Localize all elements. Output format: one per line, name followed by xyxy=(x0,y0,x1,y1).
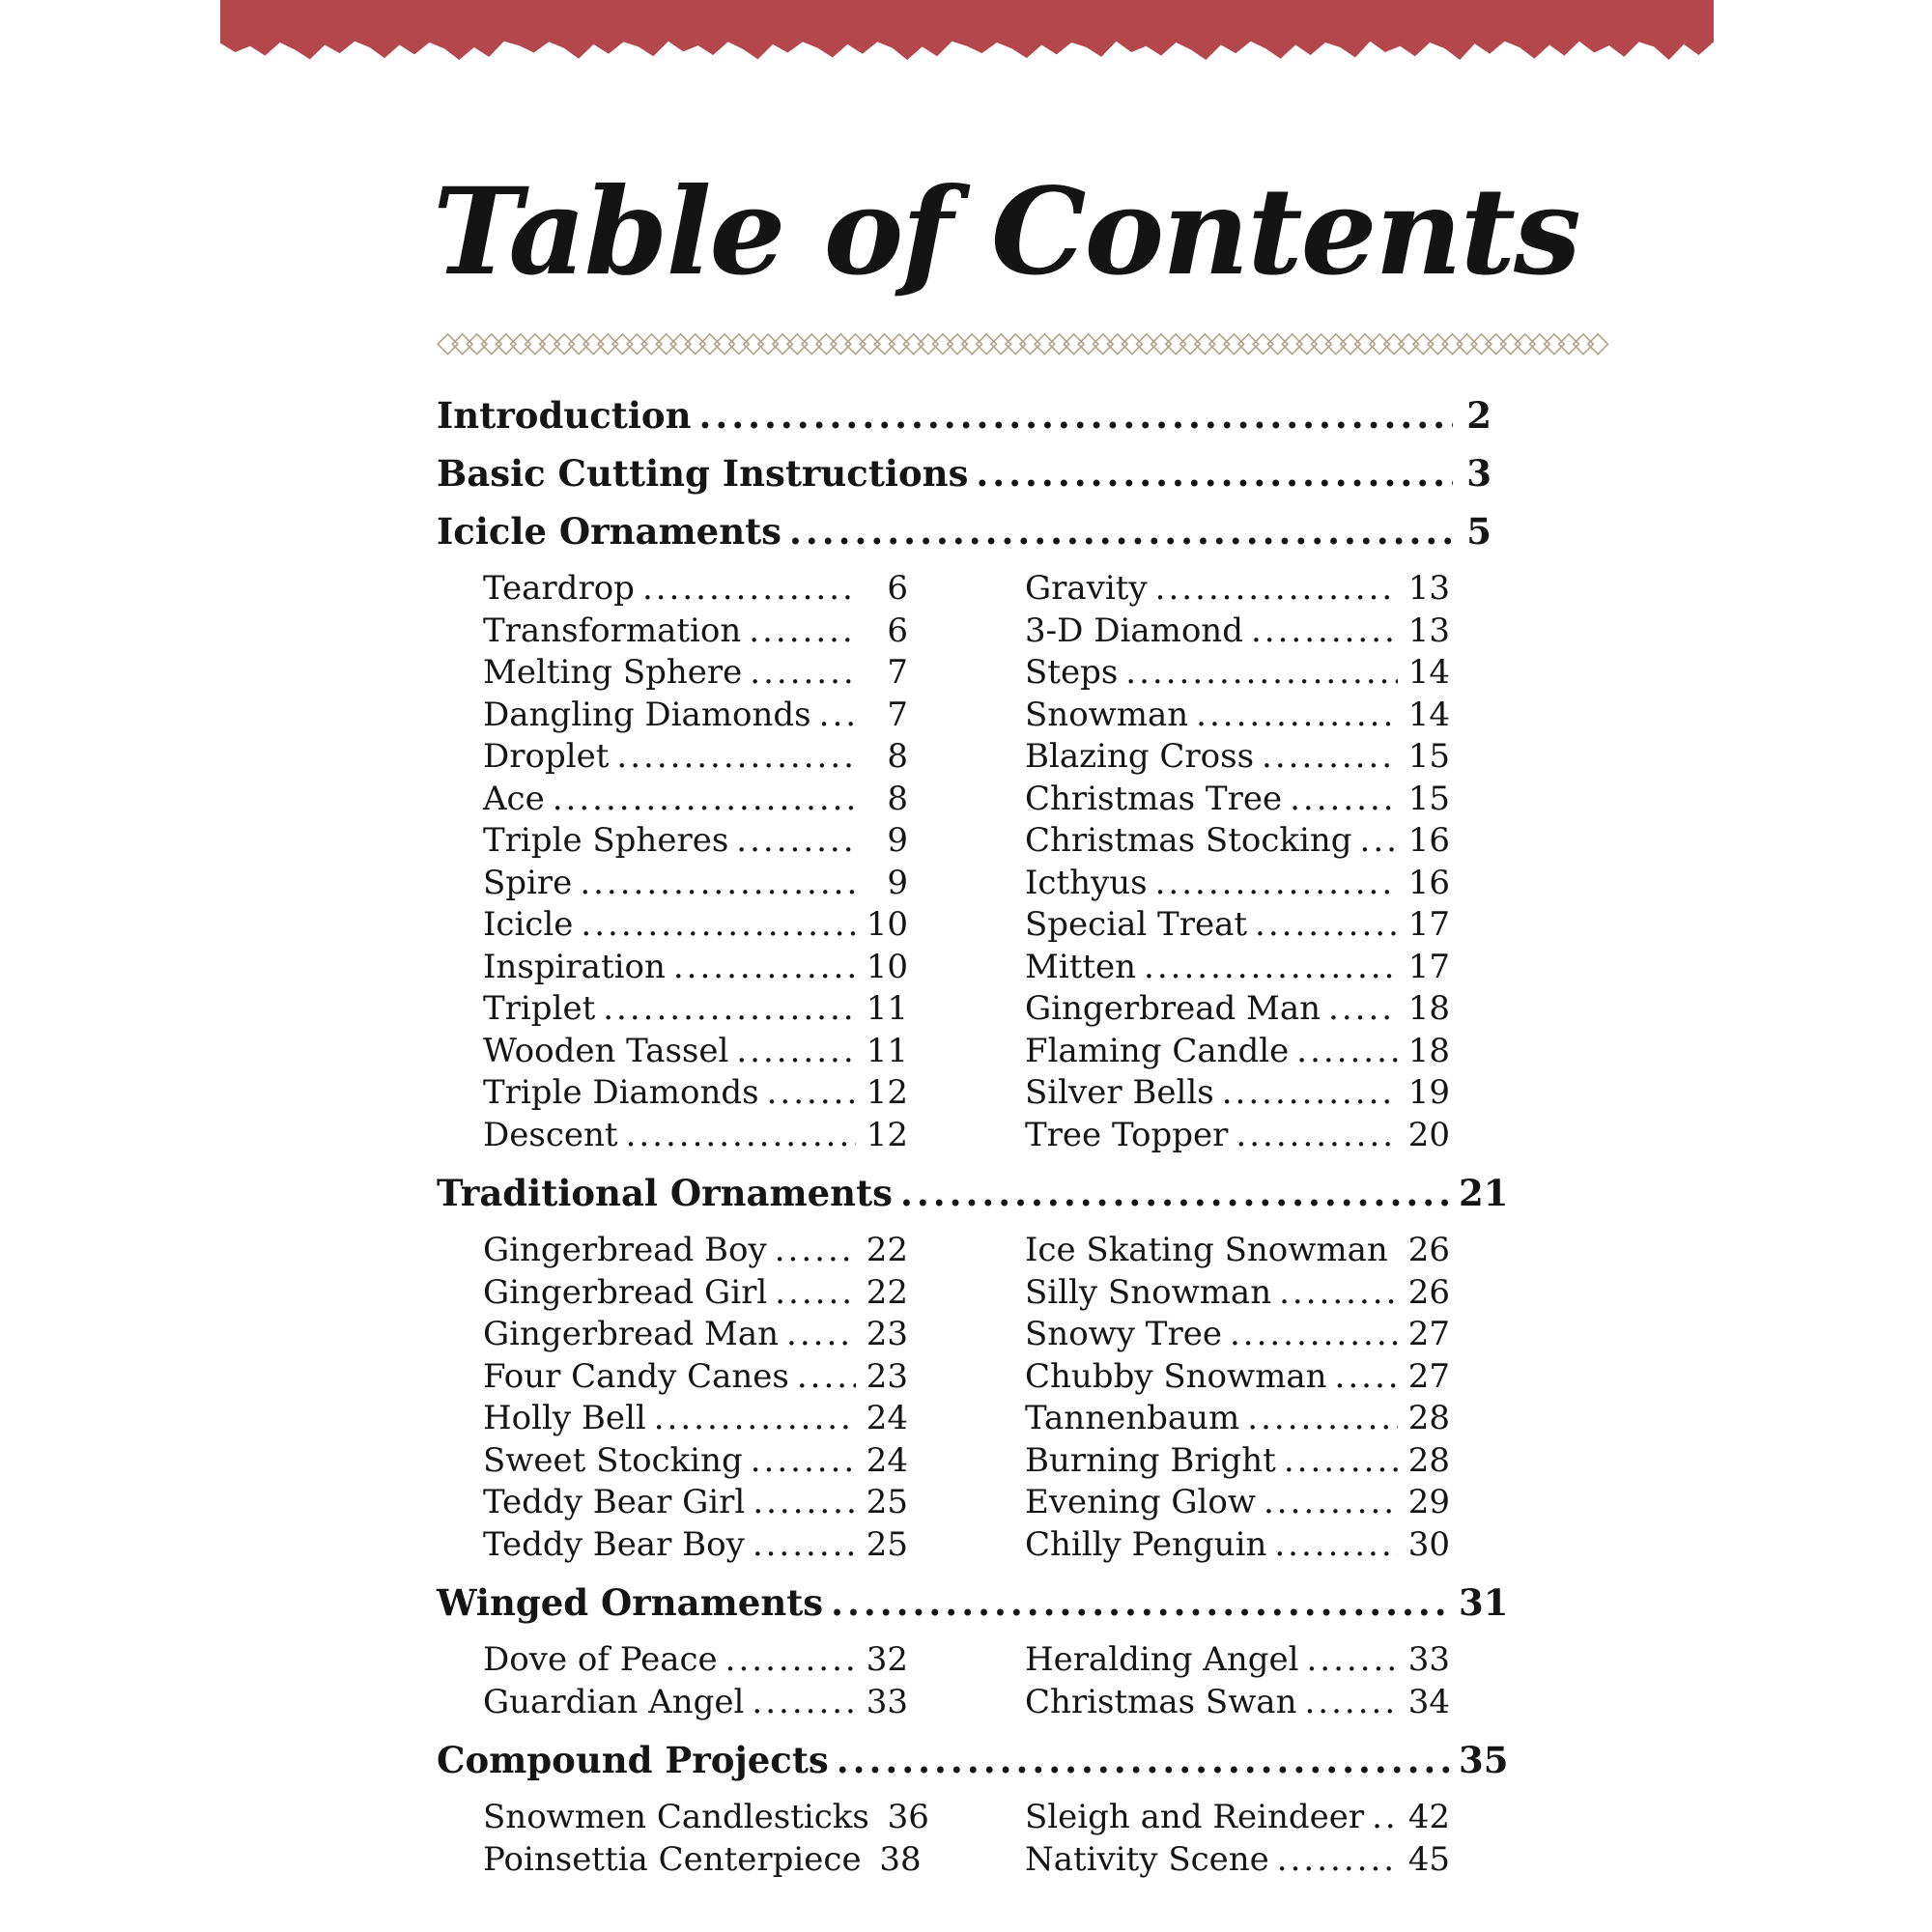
entry-page-number: 16 xyxy=(1407,821,1450,860)
toc-section xyxy=(437,394,1492,437)
entry-page-number: 42 xyxy=(1407,1798,1450,1836)
toc-sub-entry xyxy=(1025,652,1450,695)
entry-page-number: 17 xyxy=(1407,905,1450,944)
toc-sub-entry xyxy=(483,695,908,737)
dot-leader xyxy=(1247,1398,1398,1440)
sub-entries-right-column xyxy=(1025,568,1450,1156)
toc-sub-entry xyxy=(483,1031,908,1073)
entry-label: Special Treat xyxy=(1025,905,1248,944)
toc-sub-entry xyxy=(483,1524,908,1567)
toc-sub-entry xyxy=(1025,1482,1450,1524)
dot-leader xyxy=(837,1739,1453,1781)
entry-page-number: 18 xyxy=(1407,989,1450,1028)
toc-list xyxy=(437,394,1509,1896)
toc-sub-entry xyxy=(483,1230,908,1272)
toc-sub-entry xyxy=(1025,1356,1450,1399)
toc-section-row xyxy=(437,394,1492,437)
dot-leader xyxy=(1360,820,1398,863)
section-page-number: 21 xyxy=(1459,1172,1509,1214)
entry-label: Christmas Swan xyxy=(1025,1682,1297,1721)
toc-sub-entry xyxy=(483,652,908,695)
toc-section xyxy=(437,1739,1509,1881)
entry-page-number: 26 xyxy=(1407,1231,1450,1269)
entry-page-number: 34 xyxy=(1407,1682,1450,1721)
dot-leader xyxy=(797,1356,856,1399)
dot-leader xyxy=(1222,1072,1398,1115)
toc-sub-entry xyxy=(483,1314,908,1356)
dot-leader xyxy=(736,1031,856,1073)
entry-label: Ice Skating Snowman xyxy=(1025,1231,1388,1269)
section-page-number: 5 xyxy=(1466,510,1492,553)
entry-label: Triplet xyxy=(483,989,596,1028)
dot-leader xyxy=(1372,1797,1398,1839)
dot-leader xyxy=(553,779,856,821)
entry-label: Silver Bells xyxy=(1025,1073,1214,1112)
toc-sub-entry xyxy=(483,1398,908,1440)
entry-label: Icthyus xyxy=(1025,863,1148,902)
toc-sub-entry xyxy=(1025,1314,1450,1356)
toc-sub-entry xyxy=(1025,904,1450,947)
toc-sub-entry xyxy=(483,988,908,1031)
section-label: Winged Ornaments xyxy=(437,1581,824,1624)
entry-label: Ace xyxy=(483,779,545,818)
entry-label: Transformation xyxy=(483,611,742,650)
entry-label: Four Candy Canes xyxy=(483,1356,789,1396)
dot-leader xyxy=(673,947,856,989)
entry-page-number: 28 xyxy=(1407,1399,1450,1437)
section-sub-entries xyxy=(437,568,1492,1156)
dot-leader xyxy=(753,1524,856,1567)
entry-label: Heralding Angel xyxy=(1025,1640,1299,1679)
dot-leader xyxy=(1290,779,1398,821)
entry-label: Gingerbread Man xyxy=(1025,989,1321,1028)
toc-sub-entry xyxy=(483,1356,908,1399)
entry-page-number: 24 xyxy=(866,1440,908,1480)
sub-entries-right-column xyxy=(1025,1639,1450,1723)
toc-section-row xyxy=(437,510,1492,553)
entry-page-number: 11 xyxy=(866,989,908,1028)
dot-leader xyxy=(1274,1524,1398,1567)
entry-page-number: 12 xyxy=(866,1115,908,1154)
dot-leader xyxy=(580,863,856,905)
toc-sub-entry xyxy=(1025,1398,1450,1440)
section-label: Icicle Ornaments xyxy=(437,510,782,553)
toc-section xyxy=(437,452,1492,495)
toc-sub-entry xyxy=(483,820,908,863)
entry-page-number: 36 xyxy=(887,1798,929,1836)
toc-sub-entry xyxy=(483,1839,922,1882)
sub-entries-left-column xyxy=(483,568,908,1156)
toc-sub-entry xyxy=(1025,1839,1450,1882)
entry-page-number: 12 xyxy=(866,1073,908,1112)
entry-label: Snowman xyxy=(1025,695,1189,734)
toc-section-row xyxy=(437,1172,1509,1214)
dot-leader xyxy=(752,1682,856,1724)
toc-section xyxy=(437,1581,1509,1723)
entry-label: Sweet Stocking xyxy=(483,1440,743,1480)
entry-label: Droplet xyxy=(483,737,610,776)
toc-section-row xyxy=(437,1581,1509,1624)
dot-leader xyxy=(1262,736,1398,779)
entry-page-number: 45 xyxy=(1407,1839,1450,1879)
entry-label: Teddy Bear Girl xyxy=(483,1483,746,1521)
entry-label: Evening Glow xyxy=(1025,1483,1256,1521)
entry-page-number: 25 xyxy=(866,1524,908,1564)
entry-page-number: 30 xyxy=(1407,1524,1450,1564)
entry-label: Melting Sphere xyxy=(483,653,743,692)
entry-page-number: 16 xyxy=(1407,863,1450,902)
dot-leader xyxy=(775,1272,856,1315)
dot-leader xyxy=(736,820,856,863)
dot-leader xyxy=(1296,1031,1398,1073)
entry-label: Gingerbread Girl xyxy=(483,1272,768,1312)
dot-leader xyxy=(753,1482,856,1524)
toc-sub-entry xyxy=(483,1639,908,1682)
dot-leader xyxy=(976,452,1453,495)
entry-label: Burning Bright xyxy=(1025,1440,1276,1480)
section-sub-entries xyxy=(437,1639,1492,1723)
toc-sub-entry xyxy=(1025,988,1450,1031)
toc-sub-entry xyxy=(1025,736,1450,779)
dot-leader xyxy=(1307,1639,1399,1682)
dot-leader xyxy=(1125,652,1398,695)
entry-label: Spire xyxy=(483,863,573,902)
entry-page-number: 17 xyxy=(1407,947,1450,986)
sub-entries-right-column xyxy=(1025,1797,1450,1881)
toc-section xyxy=(437,510,1492,1156)
dot-leader xyxy=(767,1072,856,1115)
entry-page-number: 13 xyxy=(1407,611,1450,650)
entry-label: Triple Diamonds xyxy=(483,1073,759,1112)
dot-leader xyxy=(1284,1440,1398,1483)
entry-label: Descent xyxy=(483,1115,618,1154)
entry-page-number: 6 xyxy=(887,569,908,608)
toc-sub-entry xyxy=(1025,568,1450,611)
toc-sub-entry xyxy=(1025,1115,1450,1157)
entry-page-number: 23 xyxy=(866,1315,908,1353)
toc-sub-entry xyxy=(483,1682,908,1724)
dot-leader xyxy=(1264,1482,1398,1524)
entry-label: Guardian Angel xyxy=(483,1682,745,1721)
dot-leader xyxy=(1230,1314,1398,1356)
sub-entries-left-column xyxy=(483,1639,908,1723)
toc-sub-entry xyxy=(483,1072,908,1115)
dot-leader xyxy=(654,1398,856,1440)
entry-page-number: 25 xyxy=(866,1483,908,1521)
entry-label: Flaming Candle xyxy=(1025,1031,1290,1070)
entry-page-number: 9 xyxy=(887,821,908,860)
entry-label: Steps xyxy=(1025,653,1119,692)
dot-leader xyxy=(1396,1230,1398,1272)
toc-sub-entry xyxy=(1025,863,1450,905)
dot-leader xyxy=(642,568,856,611)
entry-label: Teardrop xyxy=(483,569,635,608)
toc-sub-entry xyxy=(1025,1072,1450,1115)
entry-page-number: 24 xyxy=(866,1399,908,1437)
toc-sub-entry xyxy=(483,779,908,821)
entry-label: Nativity Scene xyxy=(1025,1839,1269,1879)
section-page-number: 2 xyxy=(1466,394,1492,437)
dot-leader xyxy=(616,736,856,779)
dot-leader xyxy=(1335,1356,1398,1399)
entry-page-number: 27 xyxy=(1407,1356,1450,1396)
sub-entries-left-column xyxy=(483,1797,929,1881)
entry-label: Snowy Tree xyxy=(1025,1315,1222,1353)
dot-leader xyxy=(831,1581,1453,1624)
entry-label: Wooden Tassel xyxy=(483,1031,729,1070)
toc-sub-entry xyxy=(1025,779,1450,821)
entry-page-number: 9 xyxy=(887,863,908,902)
entry-page-number: 11 xyxy=(866,1031,908,1070)
entry-label: Mitten xyxy=(1025,947,1137,986)
entry-label: Sleigh and Reindeer xyxy=(1025,1798,1365,1836)
entry-label: Dangling Diamonds xyxy=(483,695,811,734)
entry-page-number: 13 xyxy=(1407,569,1450,608)
dot-leader xyxy=(581,904,856,947)
dot-leader xyxy=(1251,611,1398,653)
toc-section xyxy=(437,1172,1509,1566)
dot-leader xyxy=(1155,568,1398,611)
entry-label: Teddy Bear Boy xyxy=(483,1524,745,1564)
toc-sub-entry xyxy=(483,1272,908,1315)
dot-leader xyxy=(626,1115,856,1157)
entry-label: Gingerbread Man xyxy=(483,1315,780,1353)
dot-leader xyxy=(775,1230,856,1272)
section-label: Introduction xyxy=(437,394,692,437)
entry-label: Snowmen Candlesticks xyxy=(483,1798,869,1836)
entry-page-number: 22 xyxy=(866,1272,908,1312)
entry-label: Christmas Stocking xyxy=(1025,821,1352,860)
entry-page-number: 7 xyxy=(887,653,908,692)
toc-sub-entry xyxy=(1025,1440,1450,1483)
entry-page-number: 6 xyxy=(887,611,908,650)
toc-sub-entry xyxy=(1025,695,1450,737)
page-title: Table of Contents xyxy=(433,162,1579,302)
entry-page-number: 8 xyxy=(887,737,908,776)
entry-label: Inspiration xyxy=(483,947,666,986)
toc-section-row xyxy=(437,452,1492,495)
dot-leader xyxy=(1255,904,1398,947)
section-sub-entries xyxy=(437,1797,1492,1881)
entry-label: Icicle xyxy=(483,905,574,944)
toc-sub-entry xyxy=(483,736,908,779)
entry-label: 3-D Diamond xyxy=(1025,611,1243,650)
entry-page-number: 7 xyxy=(887,695,908,734)
entry-label: Tree Topper xyxy=(1025,1115,1229,1154)
entry-page-number: 18 xyxy=(1407,1031,1450,1070)
entry-label: Christmas Tree xyxy=(1025,779,1283,818)
dot-leader xyxy=(786,1314,856,1356)
dot-leader xyxy=(749,611,856,653)
entry-page-number: 27 xyxy=(1407,1315,1450,1353)
entry-label: Poinsettia Centerpiece xyxy=(483,1839,862,1879)
entry-label: Triple Spheres xyxy=(483,821,729,860)
diamond-chain-divider: ◇◇◇◇◇◇◇◇◇◇◇◇◇◇◇◇◇◇◇◇◇◇◇◇◇◇◇◇◇◇◇◇◇◇◇◇◇◇◇◇◇◇◇◇◇◇◇◇◇◇◇◇◇◇◇◇◇◇◇◇◇◇◇◇◇◇◇◇◇◇◇◇◇◇◇◇◇◇◇◇ xyxy=(437,328,1602,359)
dot-leader xyxy=(1155,863,1398,905)
toc-sub-entry xyxy=(483,1482,908,1524)
toc-sub-entry xyxy=(1025,1682,1450,1724)
dot-leader xyxy=(900,1172,1453,1214)
toc-sub-entry xyxy=(1025,1272,1450,1315)
toc-sub-entry xyxy=(483,947,908,989)
torn-paper-banner xyxy=(220,0,1714,60)
toc-sub-entry xyxy=(1025,1230,1450,1272)
dot-leader xyxy=(1144,947,1398,989)
entry-page-number: 23 xyxy=(866,1356,908,1396)
dot-leader xyxy=(1236,1115,1398,1157)
entry-label: Chubby Snowman xyxy=(1025,1356,1327,1396)
entry-page-number: 22 xyxy=(866,1231,908,1269)
section-label: Compound Projects xyxy=(437,1739,829,1781)
toc-sub-entry xyxy=(483,863,908,905)
dot-leader xyxy=(789,510,1453,553)
entry-label: Tannenbaum xyxy=(1025,1399,1240,1437)
entry-page-number: 32 xyxy=(866,1640,908,1679)
toc-sub-entry xyxy=(1025,820,1450,863)
entry-label: Silly Snowman xyxy=(1025,1272,1272,1312)
dot-leader xyxy=(1304,1682,1398,1724)
dot-leader xyxy=(819,695,856,737)
toc-sub-entry xyxy=(1025,1639,1450,1682)
toc-sub-entry xyxy=(1025,947,1450,989)
entry-page-number: 20 xyxy=(1407,1115,1450,1154)
entry-page-number: 38 xyxy=(879,1839,922,1879)
toc-sub-entry xyxy=(1025,1797,1450,1839)
dot-leader xyxy=(725,1639,856,1682)
entry-label: Chilly Penguin xyxy=(1025,1524,1267,1564)
entry-page-number: 29 xyxy=(1407,1483,1450,1521)
sub-entries-right-column xyxy=(1025,1230,1450,1566)
dot-leader xyxy=(603,988,856,1031)
entry-page-number: 14 xyxy=(1407,653,1450,692)
section-page-number: 31 xyxy=(1459,1581,1509,1624)
entry-label: Blazing Cross xyxy=(1025,737,1255,776)
toc-sub-entry xyxy=(483,611,908,653)
toc-section-row xyxy=(437,1739,1509,1781)
section-sub-entries xyxy=(437,1230,1492,1566)
entry-page-number: 33 xyxy=(1407,1640,1450,1679)
entry-page-number: 15 xyxy=(1407,779,1450,818)
toc-sub-entry xyxy=(1025,1524,1450,1567)
dot-leader xyxy=(1328,988,1398,1031)
dot-leader xyxy=(1277,1839,1398,1882)
entry-label: Gravity xyxy=(1025,569,1148,608)
entry-label: Dove of Peace xyxy=(483,1640,718,1679)
sub-entries-left-column xyxy=(483,1230,908,1566)
section-label: Basic Cutting Instructions xyxy=(437,452,969,495)
toc-sub-entry xyxy=(483,1440,908,1483)
entry-page-number: 15 xyxy=(1407,737,1450,776)
dot-leader xyxy=(1279,1272,1398,1315)
dot-leader xyxy=(699,394,1454,437)
entry-page-number: 28 xyxy=(1407,1440,1450,1480)
toc-sub-entry xyxy=(483,568,908,611)
section-label: Traditional Ornaments xyxy=(437,1172,893,1214)
toc-sub-entry xyxy=(1025,611,1450,653)
toc-sub-entry xyxy=(483,904,908,947)
entry-page-number: 14 xyxy=(1407,695,1450,734)
entry-page-number: 8 xyxy=(887,779,908,818)
section-page-number: 35 xyxy=(1459,1739,1509,1781)
entry-page-number: 33 xyxy=(866,1682,908,1721)
dot-leader xyxy=(750,652,856,695)
toc-sub-entry xyxy=(483,1115,908,1157)
entry-page-number: 10 xyxy=(866,947,908,986)
dot-leader xyxy=(1196,695,1398,737)
entry-page-number: 10 xyxy=(866,905,908,944)
entry-page-number: 26 xyxy=(1407,1272,1450,1312)
toc-sub-entry xyxy=(1025,1031,1450,1073)
section-page-number: 3 xyxy=(1466,452,1492,495)
entry-label: Gingerbread Boy xyxy=(483,1231,767,1269)
entry-page-number: 19 xyxy=(1407,1073,1450,1112)
dot-leader xyxy=(751,1440,856,1483)
toc-sub-entry xyxy=(483,1797,929,1839)
entry-label: Holly Bell xyxy=(483,1399,646,1437)
